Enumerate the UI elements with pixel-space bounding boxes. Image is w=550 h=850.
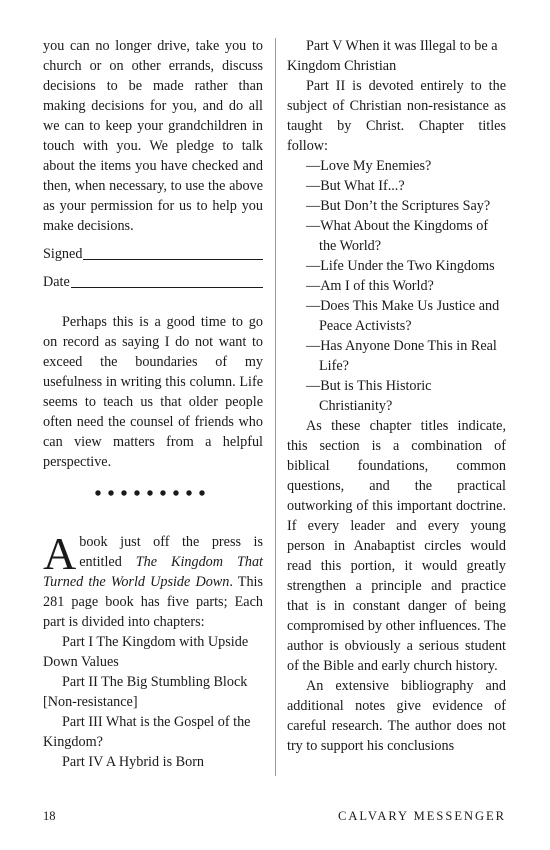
intro-paragraph: you can no longer drive, take you to church or on other errands, discuss decisions to be made rather than making decisions for you, and do all we can to keep your grandchildren in touch with you. We pledge to talk about the items you have checked and then, when necessary, to use the above as your permission for us to help you make decisions. bbox=[43, 38, 263, 234]
bibliography-paragraph: An extensive bibliography and additional notes give evidence of careful research. The author does not try to support his conclusions bbox=[287, 678, 506, 754]
chapter-title: —What About the Kingdoms of the World? bbox=[306, 218, 489, 254]
chapter-title: —But What If...? bbox=[306, 178, 405, 194]
date-label: Date bbox=[43, 274, 70, 290]
chapter-title: —Am I of this World? bbox=[306, 278, 434, 294]
part-item: Part IV A Hybrid is Born bbox=[62, 754, 205, 770]
chapter-title: —Has Anyone Done This in Real Life? bbox=[306, 338, 497, 374]
page-number: 18 bbox=[43, 809, 56, 823]
chapter-title: —Life Under the Two Kingdoms bbox=[306, 258, 495, 274]
chapter-title: —Does This Make Us Justice and Peace Activists? bbox=[306, 298, 500, 334]
book-intro-text-2: . This 281 page book has five parts; Each part is divided into chapters: bbox=[43, 574, 264, 630]
section-separator: ••••••••• bbox=[94, 483, 212, 505]
right-column bbox=[287, 36, 506, 756]
chapter-title: —But Don’t the Scriptures Say? bbox=[306, 198, 491, 214]
signed-label: Signed bbox=[43, 246, 83, 262]
date-line bbox=[43, 272, 263, 292]
book-intro-text-1: book just off the press is entitled bbox=[79, 534, 263, 570]
chapter-summary-paragraph: As these chapter titles indicate, this section is a combination of biblical foundations, common questions, and the practical outworking of this important doctrine. If every leader and every young person in Anabaptist circles would read this portion, it would greatly strengthen a principle and practice that is in constant danger of being compromised by other influences. The author is obviously a serious student of the Bible and early church history. bbox=[287, 418, 506, 674]
spacer bbox=[43, 292, 263, 300]
column-divider bbox=[275, 38, 276, 776]
part-item: Part II The Big Stumbling Block [Non-resistance] bbox=[43, 674, 248, 710]
part-item: Part III What is the Gospel of the Kingdom? bbox=[43, 714, 251, 750]
left-column bbox=[43, 36, 263, 772]
drop-cap: A bbox=[43, 528, 77, 579]
part-item: Part I The Kingdom with Upside Down Values bbox=[43, 634, 249, 670]
date-blank bbox=[71, 287, 263, 288]
part-item: Part V When it was Illegal to be a Kingdom Christian bbox=[287, 38, 498, 74]
signed-line bbox=[43, 244, 263, 264]
book-intro-paragraph bbox=[43, 528, 264, 632]
opinion-paragraph: Perhaps this is a good time to go on record as saying I do not want to exceed the boundaries of my usefulness in writing this column. Life seems to teach us that older people often need the counsel of friends who can view matters from a helpful perspective. bbox=[43, 314, 263, 470]
chapter-title: —Love My Enemies? bbox=[306, 158, 432, 174]
book-title: The Kingdom That Turned the World Upside Down bbox=[43, 554, 263, 590]
publication-name: CALVARY MESSENGER bbox=[338, 809, 506, 823]
chapter-title: —But is This Historic Christianity? bbox=[306, 378, 432, 414]
signed-blank bbox=[83, 259, 263, 260]
part2-intro-paragraph: Part II is devoted entirely to the subject of Christian non-resistance as taught by Christ. Chapter titles follow: bbox=[287, 78, 506, 154]
